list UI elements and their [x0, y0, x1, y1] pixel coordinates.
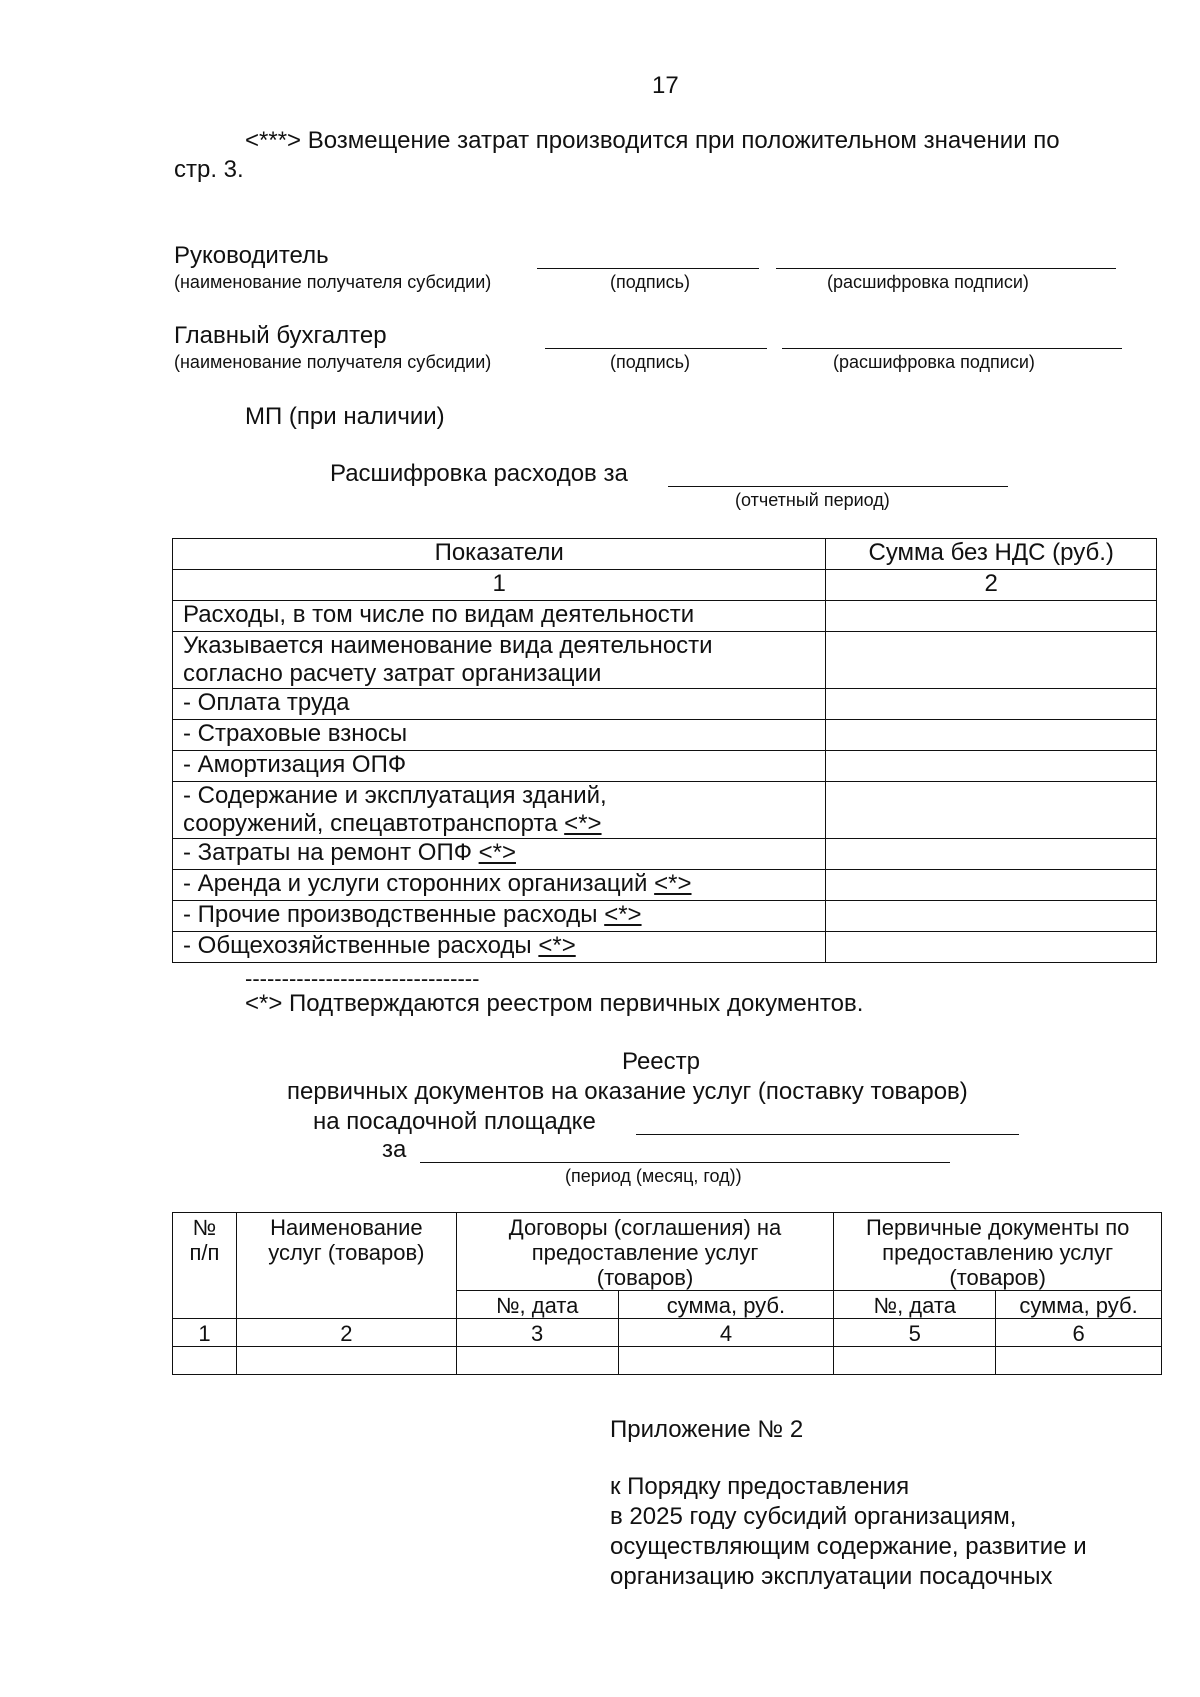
expenses-table — [172, 538, 1157, 963]
head-decode-caption: (расшифровка подписи) — [827, 272, 1029, 292]
row-label: - Аренда и услуги сторонних организаций <*> — [173, 870, 826, 901]
table-row — [173, 632, 1157, 689]
registry-table — [172, 1212, 1162, 1375]
registry-site-label: на посадочной площадке — [313, 1108, 596, 1135]
colnum-2: 2 — [826, 570, 1157, 601]
colnum-1: 1 — [173, 1319, 237, 1347]
row-label: - Прочие производственные расходы <*> — [173, 901, 826, 932]
empty-cell — [456, 1347, 618, 1375]
row-label: - Оплата труда — [173, 689, 826, 720]
header-primary-docs: Первичные документы по предоставлению услуг (товаров) — [834, 1213, 1162, 1291]
header-name: Наименование услуг (товаров) — [236, 1213, 456, 1319]
chief-accountant-label: Главный бухгалтер — [174, 322, 387, 349]
row-label: - Содержание и эксплуатация зданий, сооружений, спецавтотранспорта <*> — [173, 782, 826, 839]
table-row — [173, 901, 1157, 932]
registry-period-line — [420, 1162, 950, 1163]
colnum-1: 1 — [173, 570, 826, 601]
header-contract-sum: сумма, руб. — [618, 1291, 834, 1319]
chief-signature-line — [545, 348, 767, 349]
row-value — [826, 601, 1157, 632]
chief-decode-caption: (расшифровка подписи) — [833, 352, 1035, 372]
appendix-title: Приложение № 2 — [610, 1416, 804, 1443]
row-value — [826, 782, 1157, 839]
table-row — [173, 601, 1157, 632]
head-label: Руководитель — [174, 242, 329, 269]
empty-cell — [996, 1347, 1162, 1375]
colnum-4: 4 — [618, 1319, 834, 1347]
appendix-line: к Порядку предоставления — [610, 1473, 910, 1500]
footnote-ref-link[interactable]: <*> — [654, 870, 692, 897]
empty-cell — [618, 1347, 834, 1375]
header-sum: Сумма без НДС (руб.) — [826, 539, 1157, 570]
row-value — [826, 689, 1157, 720]
row-label: - Страховые взносы — [173, 720, 826, 751]
header-indicators: Показатели — [173, 539, 826, 570]
colnum-3: 3 — [456, 1319, 618, 1347]
footnote-ref-link[interactable]: <*> — [538, 932, 576, 959]
row-value — [826, 632, 1157, 689]
header-contracts: Договоры (соглашения) на предоставление услуг (товаров) — [456, 1213, 834, 1291]
row-value — [826, 932, 1157, 963]
table-row — [173, 839, 1157, 870]
registry-site-line — [636, 1134, 1019, 1135]
empty-cell — [236, 1347, 456, 1375]
footnote-ref-link[interactable]: <*> — [604, 901, 642, 928]
registry-header-row — [173, 1213, 1162, 1291]
footnote-top-line1: <***> Возмещение затрат производится при положительном значении по — [245, 127, 1060, 154]
table-row — [173, 932, 1157, 963]
header-num: № п/п — [173, 1213, 237, 1319]
appendix-line: в 2025 году субсидий организациям, — [610, 1503, 1017, 1530]
expenses-title: Расшифровка расходов за — [330, 460, 628, 487]
chief-decode-line — [782, 348, 1122, 349]
expenses-colnum-row — [173, 570, 1157, 601]
expenses-period-line — [668, 486, 1008, 487]
registry-subtitle: первичных документов на оказание услуг (поставку товаров) — [287, 1078, 968, 1105]
page-number: 17 — [652, 72, 679, 99]
appendix-line: организацию эксплуатации посадочных — [610, 1563, 1053, 1590]
row-value — [826, 751, 1157, 782]
head-signature-line — [537, 268, 759, 269]
header-contract-no-date: №, дата — [456, 1291, 618, 1319]
row-label: Расходы, в том числе по видам деятельности — [173, 601, 826, 632]
footnote-ref-link[interactable]: <*> — [478, 839, 516, 866]
table-row — [173, 870, 1157, 901]
expenses-header-row — [173, 539, 1157, 570]
footnote-separator: -------------------------------- — [245, 966, 480, 991]
row-value — [826, 901, 1157, 932]
row-value — [826, 720, 1157, 751]
expenses-footnote: <*> Подтверждаются реестром первичных документов. — [245, 990, 864, 1017]
empty-cell — [173, 1347, 237, 1375]
stamp-label: МП (при наличии) — [245, 403, 445, 430]
row-label: - Общехозяйственные расходы <*> — [173, 932, 826, 963]
registry-period-label: за — [382, 1136, 407, 1163]
expenses-period-caption: (отчетный период) — [735, 490, 890, 510]
row-value — [826, 870, 1157, 901]
colnum-2: 2 — [236, 1319, 456, 1347]
appendix-text — [610, 1472, 1087, 1592]
colnum-6: 6 — [996, 1319, 1162, 1347]
row-label: - Амортизация ОПФ — [173, 751, 826, 782]
table-row — [173, 751, 1157, 782]
registry-colnum-row — [173, 1319, 1162, 1347]
registry-period-caption: (период (месяц, год)) — [565, 1166, 742, 1186]
chief-org-caption: (наименование получателя субсидии) — [174, 352, 492, 372]
table-row — [173, 1347, 1162, 1375]
head-org-caption: (наименование получателя субсидии) — [174, 272, 492, 292]
header-primary-sum: сумма, руб. — [996, 1291, 1162, 1319]
table-row — [173, 689, 1157, 720]
table-row — [173, 720, 1157, 751]
head-sign-caption: (подпись) — [610, 272, 691, 292]
table-row — [173, 782, 1157, 839]
head-decode-line — [776, 268, 1116, 269]
appendix-line: осуществляющим содержание, развитие и — [610, 1533, 1087, 1560]
footnote-ref-link[interactable]: <*> — [564, 810, 602, 837]
row-label: - Затраты на ремонт ОПФ <*> — [173, 839, 826, 870]
registry-title: Реестр — [622, 1048, 700, 1075]
row-value — [826, 839, 1157, 870]
header-primary-no-date: №, дата — [834, 1291, 996, 1319]
chief-sign-caption: (подпись) — [610, 352, 691, 372]
row-label: Указывается наименование вида деятельности согласно расчету затрат организации — [173, 632, 826, 689]
empty-cell — [834, 1347, 996, 1375]
colnum-5: 5 — [834, 1319, 996, 1347]
footnote-top-line2: стр. 3. — [174, 156, 244, 183]
